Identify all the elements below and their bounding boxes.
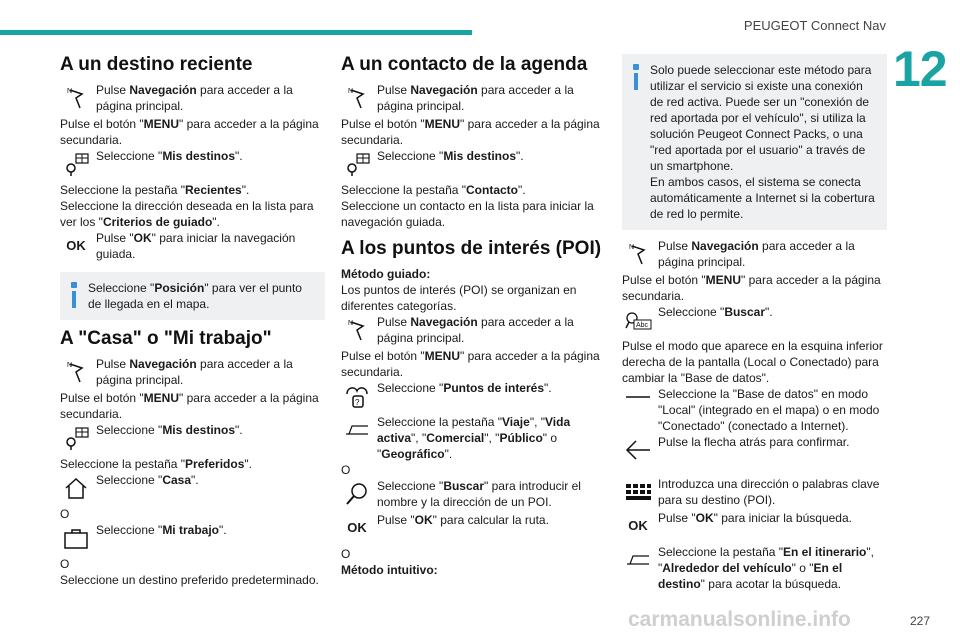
section-title-poi: A los puntos de interés (POI) — [341, 238, 602, 259]
poi-pin-icon — [343, 382, 371, 410]
section-title-recent: A un destino reciente — [60, 54, 253, 75]
step-destinations: Seleccione "Mis destinos". — [341, 148, 606, 182]
step-ok: OK Pulse "OK" para iniciar la navegación guiada. — [60, 230, 325, 264]
column-3: Solo puede seleccionar este método para utilizar el servicio si existe una conexión de red activa. Puede ser un "conexión de red aportada por el vehículo", si utiliza la solución Peugeot Connect Packs, o una "red aportada por el usuario" a través de un smartphone. En ambos casos, el sistema se conecta automáticamente a Internet si la cobertura de red lo permite. N Pulse Navegación para acceder a la página principal. Pulse el botón "MENU" para acceder a la página secundaria. Abc Seleccione "Buscar". Pulse el modo que aparece en la esquina inferior derecha de la pantalla (Local o Conectado) para cambiar la "Base de datos". Seleccione la "Base de datos" en modo "Local" (integrado en el mapa) o en modo "Conectado" (conectado a Internet). Pulse la flecha atrás para confirmar. Introduzca una dirección o palabras clave para su destino (POI). OK Pulse "OK" para iniciar la búsqueda. Seleccione la pestaña "En el itinerario", "Alrededor del vehículo" o "En el destino" para acotar la búsqueda. — [622, 54, 887, 592]
database-bar-icon — [624, 388, 652, 416]
column-2: A un contacto de la agenda N Pulse Navegación para acceder a la página principal. Pulse el botón "MENU" para acceder a la página secundaria. Seleccione "Mis destinos". Seleccione la pestaña "Contacto". Seleccione un contacto en la lista para iniciar la navegación guiada. A los puntos de interés (POI) Método guiado: Los puntos de interés (POI) se organizan en diferentes categorías. N Pulse Navegación para acceder a la página principal. Pulse el botón "MENU" para acceder a la página secundaria. ? Seleccione "Puntos de interés". Seleccione la pestaña "Viaje", "Vida activa", "Comercial", "Público" o "Geográfico". O Seleccione "Buscar" para introducir el nombre y la dirección de un POI. OK Pulse "OK" para calcular la ruta. O Método intuitivo: — [341, 54, 606, 578]
svg-text:?: ? — [355, 398, 360, 407]
ok-icon: OK — [628, 518, 648, 533]
ok-icon: OK — [347, 520, 367, 535]
svg-text:N: N — [348, 320, 354, 327]
ok-icon: OK — [66, 238, 86, 253]
tab-icon — [624, 546, 652, 574]
home-icon — [62, 474, 90, 502]
step-nav: N Pulse Navegación para acceder a la página principal. — [60, 82, 325, 116]
step-back: Pulse la flecha atrás para confirmar. — [622, 434, 887, 468]
svg-text:N: N — [348, 88, 354, 95]
section-title-home-work: A "Casa" o "Mi trabajo" — [60, 328, 272, 349]
header-accent-bar — [0, 30, 472, 35]
destinations-flag-icon — [62, 150, 90, 178]
step-poi: ? Seleccione "Puntos de interés". — [341, 380, 606, 414]
info-note-position: Seleccione "Posición" para ver el punto de llegada en el mapa. — [60, 272, 325, 320]
search-magnifier-icon — [343, 480, 371, 508]
step-nav-2: N Pulse Navegación para acceder a la página principal. — [60, 356, 325, 390]
watermark: carmanualsonline.info — [628, 608, 851, 631]
keyboard-grid-icon — [624, 478, 652, 506]
step-ok: OK Pulse "OK" para calcular la ruta. — [341, 512, 606, 538]
step-ok: OK Pulse "OK" para iniciar la búsqueda. — [622, 510, 887, 536]
svg-text:N: N — [67, 362, 73, 369]
step-nav: N Pulse Navegación para acceder a la página principal. — [341, 82, 606, 116]
back-arrow-icon — [624, 436, 652, 464]
step-nav-2: N Pulse Navegación para acceder a la página principal. — [341, 314, 606, 348]
step-tabs: Seleccione la pestaña "Viaje", "Vida activa", "Comercial", "Público" o "Geográfico". — [341, 414, 606, 462]
navigation-arrow-icon — [343, 84, 371, 112]
navigation-arrow-icon — [62, 358, 90, 386]
briefcase-icon — [62, 524, 90, 552]
step-home: Seleccione "Casa". — [60, 472, 325, 506]
step-destinations-2: Seleccione "Mis destinos". — [60, 422, 325, 456]
svg-text:Abc: Abc — [636, 322, 649, 329]
navigation-arrow-icon — [624, 240, 652, 268]
section-title-contact: A un contacto de la agenda — [341, 54, 588, 75]
step-database: Seleccione la "Base de datos" en modo "Local" (integrado en el mapa) o en modo "Conectado" (conectado a Internet). — [622, 386, 887, 434]
destinations-flag-icon — [62, 424, 90, 452]
destinations-flag-icon — [343, 150, 371, 178]
navigation-arrow-icon — [62, 84, 90, 112]
abc-keyboard-icon — [624, 306, 652, 334]
svg-text:N: N — [67, 88, 73, 95]
info-icon — [70, 282, 78, 308]
step-search: Seleccione "Buscar" para introducir el nombre y la dirección de un POI. — [341, 478, 606, 512]
page-header-title: PEUGEOT Connect Nav — [743, 18, 886, 33]
step-work: Seleccione "Mi trabajo". — [60, 522, 325, 556]
page-number: 227 — [909, 614, 930, 628]
navigation-arrow-icon — [343, 316, 371, 344]
step-search: Abc Seleccione "Buscar". — [622, 304, 887, 338]
step-nav: N Pulse Navegación para acceder a la página principal. — [622, 238, 887, 272]
column-1: A un destino reciente N Pulse Navegación para acceder a la página principal. Pulse el botón "MENU" para acceder a la página secundaria. Seleccione "Mis destinos". Seleccione la pestaña "Recientes". Seleccione la dirección deseada en la lista para ver los "Criterios de guiado". OK Pulse "OK" para iniciar la navegación guiada. Seleccione "Posición" para ver el punto de llegada en el mapa. A "Casa" o "Mi trabajo" N Pulse Navegación para acceder a la página principal. Pulse el botón "MENU" para acceder a la página secundaria. Seleccione "Mis destinos". Seleccione la pestaña "Preferidos". Seleccione "Casa". O Seleccione "Mi trabajo". O Seleccione un destino preferido predeterminado. — [60, 54, 325, 588]
info-note-connection: Solo puede seleccionar este método para utilizar el servicio si existe una conexión de red activa. Puede ser un "conexión de red aportada por el vehículo", si utiliza la solución Peugeot Connect Packs, o una "red aportada por el usuario" a través de un smartphone. En ambos casos, el sistema se conecta automáticamente a Internet si la cobertura de red lo permite. — [622, 54, 887, 230]
svg-text:N: N — [629, 244, 635, 251]
step-tabs: Seleccione la pestaña "En el itinerario", "Alrededor del vehículo" o "En el destino" para acotar la búsqueda. — [622, 544, 887, 592]
step-destinations: Seleccione "Mis destinos". — [60, 148, 325, 182]
tab-icon — [343, 416, 371, 444]
info-icon — [632, 64, 640, 90]
chapter-number: 12 — [893, 41, 947, 97]
step-keyboard: Introduzca una dirección o palabras clave para su destino (POI). — [622, 476, 887, 510]
